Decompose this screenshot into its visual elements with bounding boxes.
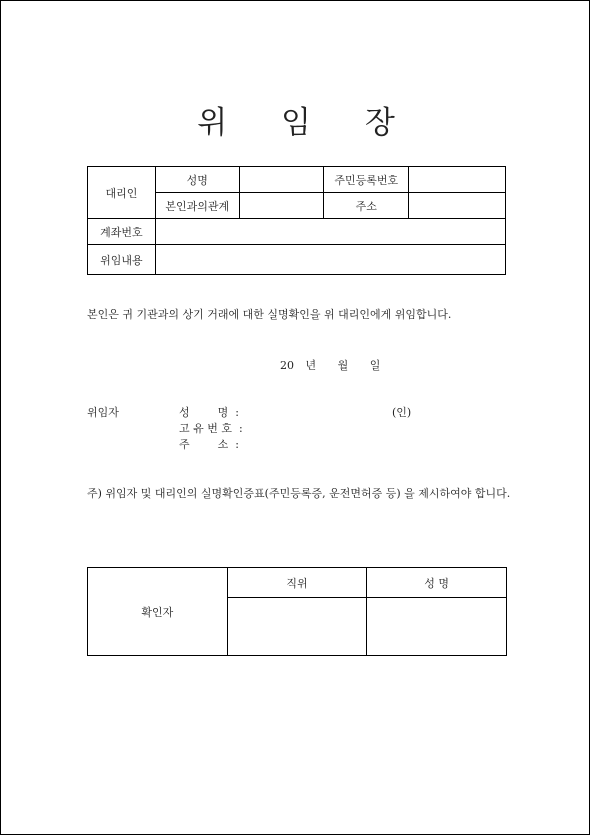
delegator-name-label: 성 명 : [179,406,239,419]
relation-field[interactable] [239,193,324,219]
name-field[interactable] [239,167,324,193]
confirm-name-field[interactable] [367,598,507,656]
delegator-label: 위임자 [87,406,119,419]
account-field[interactable] [155,219,505,245]
name-label: 성명 [155,167,239,193]
rrn-label: 주민등록번호 [324,167,409,193]
date-day: 일 [369,359,381,372]
agent-table [87,166,506,275]
statement: 본인은 귀 기관과의 상기 거래에 대한 실명확인을 위 대리인에게 위임합니다. [87,308,452,321]
position-label: 직위 [227,568,367,598]
page-title: 위 임 장 [197,105,417,141]
date-month: 월 [337,359,349,372]
relation-label: 본인과의관계 [155,193,239,219]
mandate-field[interactable] [155,245,505,275]
confirm-table [87,567,507,656]
address-field[interactable] [409,193,506,219]
seal-mark: (인) [392,406,412,419]
date-line [280,357,381,373]
position-field[interactable] [227,598,367,656]
confirm-name-label: 성 명 [367,568,507,598]
mandate-label: 위임내용 [88,245,156,275]
confirmer-label: 확인자 [88,568,228,656]
rrn-field[interactable] [409,167,506,193]
delegator-address-label: 주 소 : [179,438,239,451]
delegator-id-label: 고 유 번 호 : [179,422,243,435]
account-label: 계좌번호 [88,219,156,245]
date-year: 년 [305,359,317,372]
note: 주) 위임자 및 대리인의 실명확인증표(주민등록증, 운전면허증 등) 을 제시하여야 합니다. [87,487,511,500]
address-label: 주소 [324,193,409,219]
agent-label: 대리인 [88,167,156,219]
date-year-prefix: 20 [280,359,294,372]
